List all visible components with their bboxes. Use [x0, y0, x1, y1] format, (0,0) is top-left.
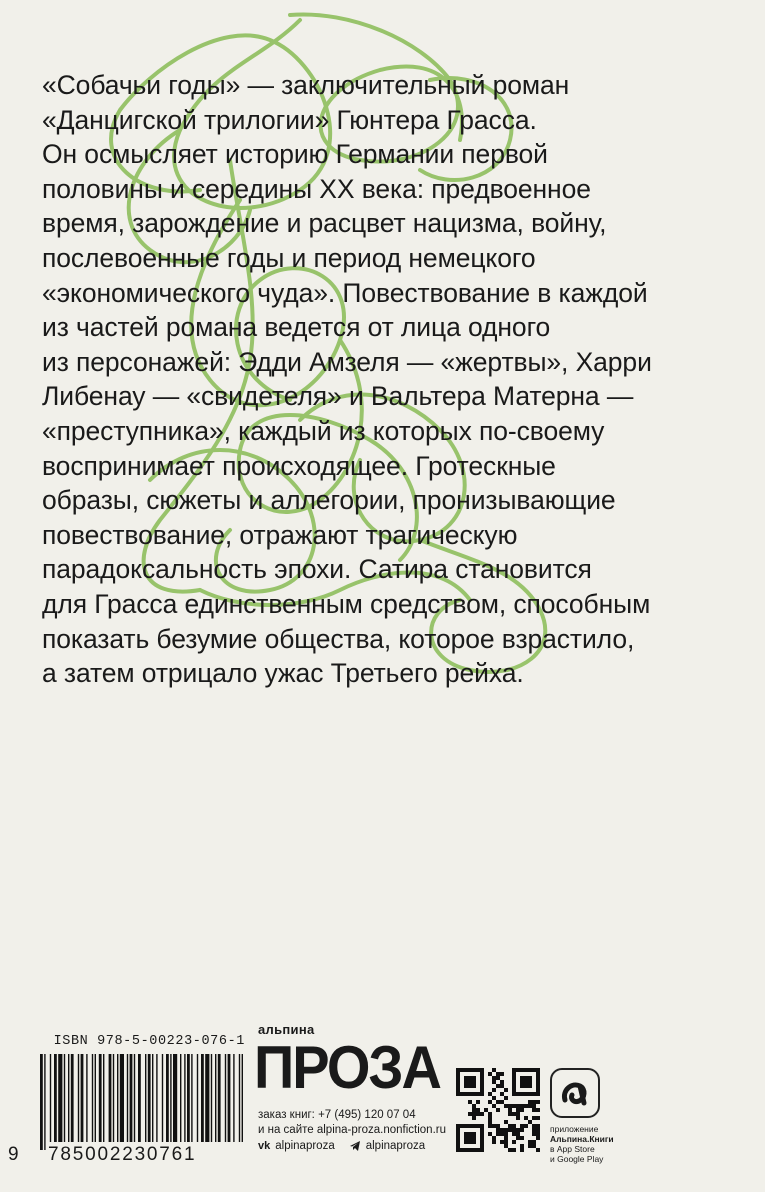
app-line-3: в App Store [550, 1144, 595, 1154]
isbn-label: ISBN 978-5-00223-076-1 [53, 1034, 245, 1049]
description-line: показать безумие общества, которое взрастило, [42, 623, 635, 654]
telegram-icon [349, 1140, 361, 1152]
description-line: образы, сюжеты и аллегории, пронизывающие [42, 485, 616, 516]
alpina-books-app-icon [550, 1068, 600, 1118]
order-info [258, 1108, 446, 1138]
telegram-handle: alpinaproza [365, 1140, 426, 1152]
description-line: послевоенные годы и период немецкого [42, 242, 536, 273]
social-links [258, 1140, 425, 1152]
description-line: повествование, отражают трагическую [42, 519, 518, 550]
order-website[interactable]: и на сайте alpina-proza.nonfiction.ru [258, 1124, 446, 1136]
description-line: Либенау — «свидетеля» и Вальтера Матерна — [42, 381, 634, 412]
barcode-first-digit: 9 [8, 1144, 21, 1165]
app-line-1: приложение [550, 1124, 599, 1134]
vk-handle: alpinaproza [275, 1140, 335, 1152]
description-line: Он осмысляет историю Германии первой [42, 139, 548, 170]
vk-link[interactable] [258, 1140, 335, 1152]
description-line: из частей романа ведется от лица одного [42, 312, 551, 343]
qr-code [456, 1068, 540, 1152]
order-phone: заказ книг: +7 (495) 120 07 04 [258, 1109, 416, 1121]
description-line: время, зарождение и расцвет нацизма, войну, [42, 208, 607, 239]
book-description [42, 68, 732, 691]
barcode [40, 1054, 245, 1150]
description-line: а затем отрицало ужас Третьего рейха. [42, 658, 524, 689]
description-line: «Собачьи годы» — заключительный роман [42, 70, 570, 100]
app-line-2 [550, 1134, 614, 1144]
barcode-number: 785002230761 [48, 1144, 197, 1165]
description-line: половины и середины XX века: предвоенное [42, 173, 591, 204]
app-name: Альпина.Книги [550, 1134, 614, 1144]
telegram-link[interactable] [349, 1140, 425, 1152]
back-cover-footer [0, 1010, 765, 1192]
publisher-name: альпина [258, 1022, 315, 1037]
app-line-4: и Google Play [550, 1154, 604, 1164]
description-line: «Данцигской трилогии» Гюнтера Грасса. [42, 104, 537, 135]
app-info [550, 1124, 614, 1164]
description-line: из персонажей: Эдди Амзеля — «жертвы», Харри [42, 346, 652, 377]
vk-icon: vk [258, 1140, 271, 1152]
publisher-logo: ПРОЗА [254, 1033, 440, 1102]
description-line: воспринимает происходящее. Гротескные [42, 450, 556, 481]
description-line: парадоксальность эпохи. Сатира становится [42, 554, 592, 585]
description-line: «экономического чуда». Повествование в каждой [42, 277, 648, 308]
description-line: «преступника», каждый из которых по-своему [42, 415, 605, 446]
description-line: для Грасса единственным средством, способным [42, 588, 651, 619]
